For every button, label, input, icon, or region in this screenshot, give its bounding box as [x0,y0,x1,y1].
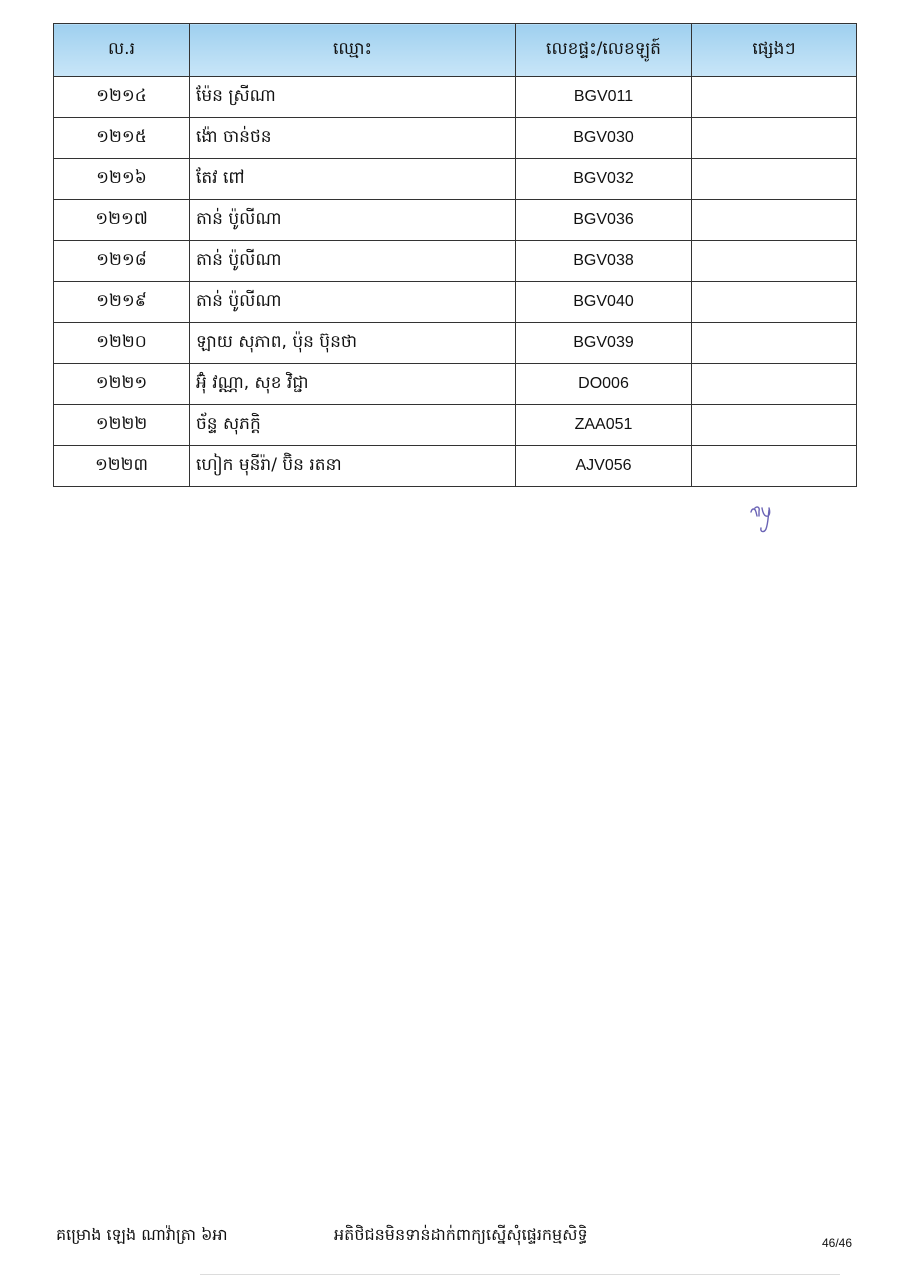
row-code: ZAA051 [516,405,692,446]
table-row [54,200,857,241]
row-name: ហៀក មុនីរ៉ា/ ប៊ិន រតនា [190,446,516,487]
row-code: AJV056 [516,446,692,487]
table-row [54,405,857,446]
row-number: ១២១៧ [54,200,190,241]
row-name: តាន់ ប៉ូលីណា [190,200,516,241]
row-code: BGV011 [516,77,692,118]
table-row [54,118,857,159]
row-other [692,282,857,323]
table-header [54,24,857,77]
row-name: តាន់ ប៉ូលីណា [190,241,516,282]
row-other [692,118,857,159]
table-body [54,77,857,487]
table-row [54,446,857,487]
bottom-divider [200,1274,840,1275]
table-row [54,282,857,323]
row-name: តាន់ ប៉ូលីណា [190,282,516,323]
row-number: ១២២០ [54,323,190,364]
header-number: ល.រ [54,24,190,77]
row-code: BGV036 [516,200,692,241]
header-name: ឈ្មោះ [190,24,516,77]
footer-project-name: គម្រោង ឡេង ណាវ៉ាត្រា ៦អា [56,1225,228,1244]
row-other [692,159,857,200]
footer-document-title: អតិថិជនមិនទាន់ដាក់ពាក្យស្នើសុំផ្ទេរកម្មសិទ្ធិ [334,1225,588,1244]
row-name: ឡាយ សុភាព, ប៉ុន ប៊ុនថា [190,323,516,364]
row-number: ១២២១ [54,364,190,405]
row-name: ច័ន្ទ សុភក្តិ [190,405,516,446]
row-other [692,446,857,487]
row-number: ១២១៥ [54,118,190,159]
header-other: ផ្សេងៗ [692,24,857,77]
table-row [54,77,857,118]
row-code: BGV032 [516,159,692,200]
row-name: ង៉ោ ចាន់ថន [190,118,516,159]
table-row [54,323,857,364]
table-row [54,241,857,282]
row-number: ១២១៩ [54,282,190,323]
row-number: ១២១៨ [54,241,190,282]
page-number: 46/46 [822,1236,853,1250]
row-number: ១២២២ [54,405,190,446]
row-name: ម៉ែន ស្រីណា [190,77,516,118]
row-other [692,77,857,118]
row-code: DO006 [516,364,692,405]
row-other [692,405,857,446]
handwritten-initial-icon [746,502,776,536]
row-number: ១២១៦ [54,159,190,200]
row-number: ១២១៤ [54,77,190,118]
row-name: អ៊ុំ វណ្ណា, សុខ វិជ្ជា [190,364,516,405]
row-code: BGV038 [516,241,692,282]
row-other [692,241,857,282]
row-code: BGV039 [516,323,692,364]
row-other [692,323,857,364]
row-other [692,364,857,405]
row-code: BGV040 [516,282,692,323]
customer-table [53,23,857,487]
row-number: ១២២៣ [54,446,190,487]
row-other [692,200,857,241]
row-code: BGV030 [516,118,692,159]
table-row [54,364,857,405]
row-name: តែវ ពៅ [190,159,516,200]
table-row [54,159,857,200]
header-house-lot-number: លេខផ្ទះ/លេខឡូត៍ [516,24,692,77]
